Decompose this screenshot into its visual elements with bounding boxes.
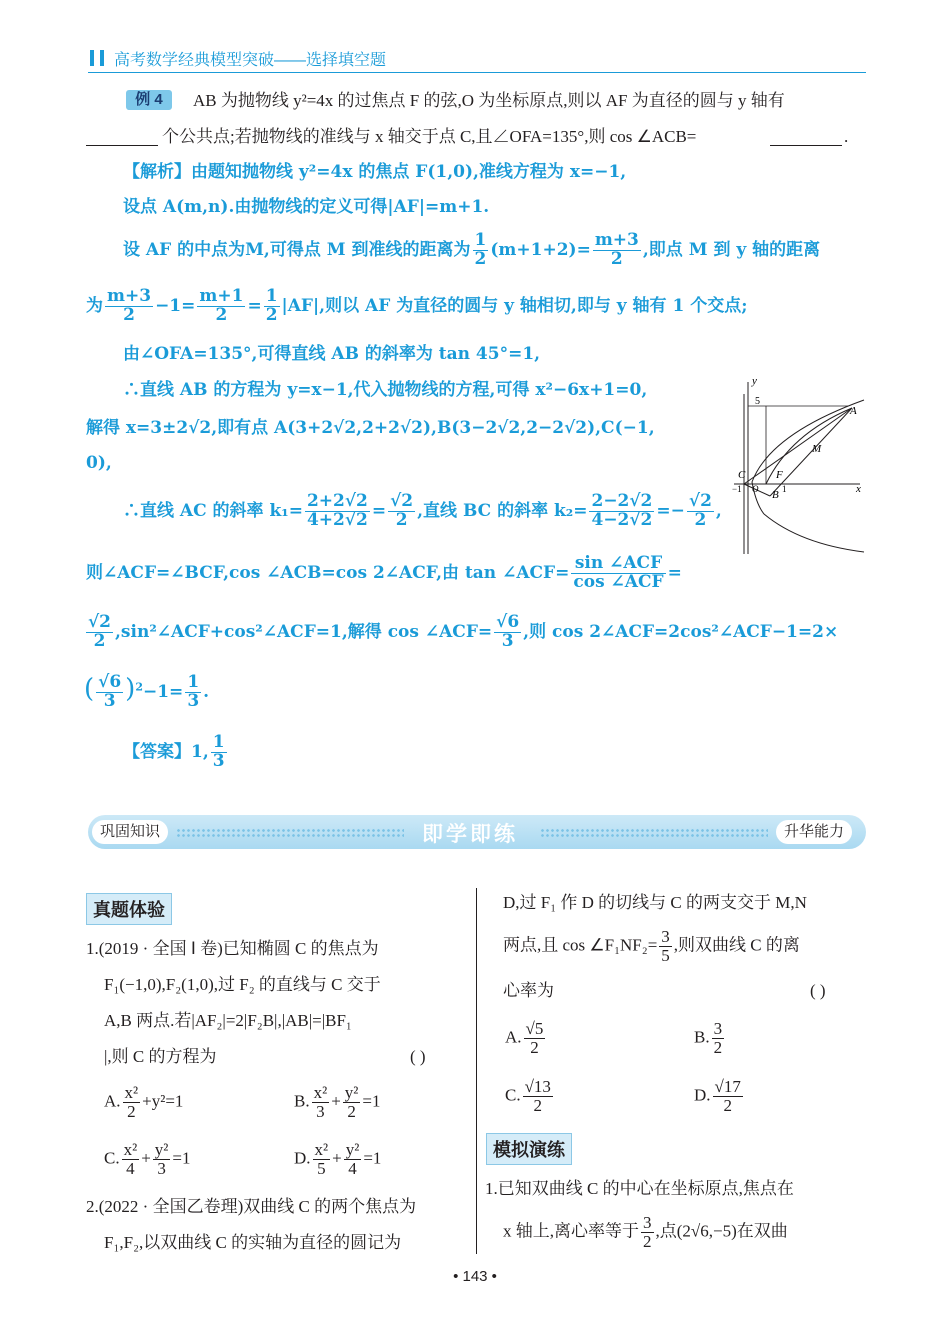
sol-line-4 [86, 288, 747, 325]
frac-den: 5 [661, 945, 670, 965]
frac-num: √2 [88, 612, 112, 632]
frac-num: 1 [265, 286, 278, 306]
frac-num: √13 [524, 1077, 551, 1096]
q2-right-2 [503, 928, 800, 965]
q2-option-d[interactable] [694, 1078, 745, 1115]
sol-line-10 [86, 555, 682, 592]
option-letter: A. [505, 1027, 522, 1047]
frac-den: 3 [316, 1101, 325, 1121]
frac-num: 1 [187, 672, 200, 693]
option-letter: C. [104, 1148, 120, 1168]
frac-third [185, 674, 201, 711]
frac-den: 2 [215, 304, 228, 325]
option-letter: D. [694, 1085, 711, 1105]
frac-m3b [105, 288, 153, 325]
option-letter: B. [694, 1027, 710, 1047]
q1-line-1: 1.(2019 · 全国 Ⅰ 卷)已知椭圆 C 的焦点为 [86, 939, 379, 958]
frac-r2 [86, 614, 113, 651]
frac-num: √6 [496, 612, 520, 632]
sol-line-5: 由∠OFA=135°,可得直线 AB 的斜率为 tan 45°=1, [123, 344, 541, 364]
frac-den: 2 [610, 248, 623, 269]
example-line-2: 个公共点;若抛物线的准线与 x 轴交于点 C,且∠OFA=135°,则 cos ∠ACB= [162, 127, 697, 146]
sol-l4c: = [247, 295, 262, 316]
option-letter: A. [104, 1091, 121, 1111]
option-text: =1 [172, 1148, 191, 1168]
frac-num: m+3 [107, 286, 152, 306]
frac-num: √5 [525, 1019, 544, 1038]
frac-num: 2−2√2 [591, 491, 653, 511]
sol-l12a: −1= [142, 682, 184, 702]
ribbon-dots-right [540, 828, 768, 838]
option-text: =1 [363, 1148, 382, 1168]
option-letter: D. [294, 1148, 311, 1168]
frac-den: 4 [348, 1158, 357, 1178]
frac [523, 1078, 553, 1115]
frac-k1a [305, 493, 370, 530]
ribbon-right: 升华能力 [776, 820, 852, 844]
sol-line-3 [123, 232, 820, 269]
frac-num: m+3 [594, 230, 639, 250]
frac-num: 3 [643, 1213, 652, 1232]
frac-den: 2 [713, 1037, 723, 1057]
sol-l10a: 则∠ACF=∠BCF,cos ∠ACB=cos 2∠ACF,由 tan ∠ACF= [86, 562, 570, 583]
q1-line-2: F₁(−1,0),F₂(1,0),过 F₂ 的直线与 C 交于 [104, 975, 381, 994]
frac-den: cos ∠ACF [573, 571, 664, 592]
frac-num: 3 [661, 927, 670, 946]
frac [122, 1141, 140, 1178]
frac-den: 2 [395, 509, 408, 530]
q2-right-3: 心率为 [503, 981, 554, 1000]
sol-l11a: ,sin²∠ACF+cos²∠ACF=1,解得 cos ∠ACF= [115, 621, 493, 642]
frac-den: 3 [501, 630, 514, 651]
frac-half2 [264, 288, 280, 325]
frac-den: 2 [723, 1095, 732, 1115]
sol-l10b: = [667, 562, 682, 583]
frac-num: y² [154, 1140, 169, 1159]
option-letter: C. [505, 1085, 521, 1105]
ribbon-left: 巩固知识 [92, 820, 168, 844]
sol-l3b: (m+1+2)= [490, 239, 591, 260]
frac-den: 3 [103, 691, 116, 711]
frac-den: 3 [212, 750, 225, 771]
frac-num: 3 [713, 1019, 723, 1038]
blank-2 [770, 145, 842, 146]
frac-num: x² [123, 1140, 138, 1159]
frac-den: 2 [530, 1037, 539, 1057]
label-y: y [752, 375, 757, 387]
q2-option-a[interactable] [505, 1020, 547, 1057]
q2-line-2: F₁,F₂,以双曲线 C 的实轴为直径的圆记为 [104, 1233, 402, 1252]
sol-line-12: ( $\frac{√6}{3}$ )$^2$−1= $\frac{1}{3}$ . [84, 672, 210, 711]
m1-text: ,点(2√6,−5)在双曲 [655, 1221, 788, 1241]
q1-line-3: A,B 两点.若|AF₂|=2|F₂B|,|AB|=|BF₁ [104, 1011, 352, 1030]
frac-num: x² [314, 1140, 329, 1159]
section-real: 真题体验 [86, 893, 172, 925]
frac [344, 1141, 362, 1178]
frac-num: 1 [474, 230, 487, 250]
header-title: 高考数学经典模型突破——选择填空题 [114, 52, 387, 69]
frac-m1 [197, 288, 245, 325]
header-mark-2 [100, 50, 104, 66]
frac [123, 1084, 141, 1121]
label-x: x [856, 483, 861, 495]
frac-den: 2 [265, 304, 278, 325]
frac-num: y² [345, 1140, 360, 1159]
q2-paren: ( ) [810, 981, 826, 1000]
exponent: 2 [135, 680, 143, 694]
parabola-curve [752, 400, 864, 552]
m1-line-2 [503, 1214, 788, 1251]
q1-option-a[interactable] [104, 1084, 183, 1121]
example-tag: 例 4 [126, 90, 172, 110]
q2-text: 两点,且 cos ∠F₁NF₂= [503, 935, 658, 955]
frac-num: √6 [98, 672, 122, 693]
q2-option-b[interactable] [694, 1020, 726, 1057]
frac-den: 5 [317, 1158, 326, 1178]
frac [153, 1141, 171, 1178]
frac-num: √2 [390, 491, 414, 511]
option-letter: B. [294, 1091, 310, 1111]
sol-l3a: 设 AF 的中点为M,可得点 M 到准线的距离为 [123, 239, 471, 260]
q1-option-d[interactable] [294, 1141, 381, 1178]
line-CA [744, 408, 852, 484]
plus: + [141, 1148, 151, 1168]
label-B: B [772, 489, 779, 501]
q1-option-b[interactable] [294, 1084, 381, 1121]
plus: + [332, 1148, 342, 1168]
sol-line-1: 【解析】由题知抛物线 y²=4x 的焦点 F(1,0),准线方程为 x=−1, [123, 162, 627, 182]
frac-tan [571, 555, 665, 592]
page-number: • 143 • [453, 1268, 497, 1285]
frac-m3 [593, 232, 641, 269]
q1-paren: ( ) [410, 1047, 426, 1066]
frac-r6 [494, 614, 521, 651]
frac-den: 2 [533, 1095, 543, 1115]
sol-line-2: 设点 A(m,n).由抛物线的定义可得|AF|=m+1. [123, 197, 490, 217]
frac-k2b [687, 493, 714, 530]
frac [524, 1020, 546, 1057]
q2-option-c[interactable] [505, 1078, 555, 1115]
sol-line-9 [123, 493, 722, 530]
sol-line-6: ∴直线 AB 的方程为 y=x−1,代入抛物线的方程,可得 x²−6x+1=0, [123, 380, 648, 400]
sol-l3c: ,即点 M 到 y 轴的距离 [642, 239, 821, 260]
m1-text: x 轴上,离心率等于 [503, 1221, 639, 1241]
frac-den: 4 [126, 1158, 135, 1178]
frac [312, 1084, 330, 1121]
sol-l4d: |AF|,则以 AF 为直径的圆与 y 轴相切,即与 y 轴有 1 个交点; [281, 295, 748, 316]
frac-den: 2 [127, 1101, 136, 1121]
frac-den: 2 [347, 1101, 356, 1121]
sol-line-7: 解得 x=3±2√2,即有点 A(3+2√2,2+2√2),B(3−2√2,2−2√2),C(−1, [86, 418, 655, 438]
frac-num: m+1 [199, 286, 244, 306]
sol-line-11 [84, 614, 838, 651]
example-line-1: AB 为抛物线 y²=4x 的过焦点 F 的弦,O 为坐标原点,则以 AF 为直径的圆与 y 轴有 [193, 91, 785, 110]
frac-num: x² [124, 1083, 139, 1102]
label-O: O [752, 484, 759, 494]
blank-1 [86, 145, 158, 146]
frac-k2a [589, 493, 654, 530]
frac-den: 4−2√2 [591, 509, 653, 530]
sol-l9d: =− [656, 500, 685, 521]
frac-half [473, 232, 489, 269]
frac-num: sin ∠ACF [571, 555, 665, 574]
q2-line-1: 2.(2022 · 全国乙卷理)双曲线 C 的两个焦点为 [86, 1197, 417, 1216]
section-mock: 模拟演练 [486, 1133, 572, 1165]
frac [313, 1141, 331, 1178]
ribbon-dots-left [176, 828, 404, 838]
m1-line-1: 1.已知双曲线 C 的中心在坐标原点,焦点在 [485, 1179, 794, 1198]
frac-k1b [388, 493, 415, 530]
frac-den: 2 [474, 248, 487, 269]
frac-num: x² [313, 1083, 328, 1102]
label-A: A [850, 405, 857, 417]
sol-l9b: = [371, 500, 387, 521]
sol-l4b: −1= [155, 295, 196, 316]
sol-l9a: ∴直线 AC 的斜率 k₁= [123, 500, 303, 521]
header-bar [88, 46, 866, 73]
sol-line-8: 0), [86, 453, 112, 473]
parabola-figure [730, 374, 870, 556]
answer-label: 【答案】1, [123, 741, 209, 762]
frac [641, 1214, 654, 1251]
sol-l12b: . [203, 682, 210, 702]
column-divider [476, 888, 477, 1254]
frac-ans [211, 734, 227, 771]
frac [712, 1020, 725, 1057]
q1-line-4: |,则 C 的方程为 [104, 1047, 217, 1066]
frac-num: √17 [714, 1077, 741, 1096]
ribbon-center: 即学即练 [422, 822, 518, 846]
frac-den: 3 [187, 691, 200, 711]
sol-l9c: ,直线 BC 的斜率 k₂= [417, 500, 588, 521]
sol-l4a: 为 [86, 295, 103, 316]
frac-den: 2 [694, 509, 707, 530]
frac-den: 3 [157, 1158, 166, 1178]
tick-5: 5 [755, 396, 760, 407]
frac [659, 928, 672, 965]
frac-den: 4+2√2 [306, 509, 368, 530]
header-mark-1 [90, 50, 94, 66]
frac-den: 2 [123, 304, 135, 325]
q2-right-1: D,过 F₁ 作 D 的切线与 C 的两支交于 M,N [503, 893, 807, 912]
tick-1: 1 [782, 484, 787, 494]
q1-option-c[interactable] [104, 1141, 191, 1178]
q2-text: ,则双曲线 C 的离 [673, 935, 800, 955]
line-AB [770, 408, 852, 496]
tick-neg1: −1 [732, 484, 742, 494]
answer-line [123, 734, 229, 771]
sol-l9e: , [715, 500, 722, 521]
frac [343, 1084, 361, 1121]
sol-l11b: ,则 cos 2∠ACF=2cos²∠ACF−1=2× [523, 621, 839, 642]
frac-num: 2+2√2 [306, 491, 368, 511]
frac-den: 2 [93, 630, 106, 651]
label-F: F [776, 469, 783, 481]
plus: + [331, 1091, 341, 1111]
option-text: =1 [362, 1091, 381, 1111]
frac-num: y² [344, 1083, 359, 1102]
example-end: . [844, 127, 849, 146]
frac-p6 [96, 674, 123, 711]
frac-num: 1 [212, 732, 225, 752]
frac-num: √2 [688, 491, 712, 511]
label-M: M [812, 443, 822, 455]
label-C: C [738, 469, 746, 481]
option-text: +y²=1 [142, 1091, 184, 1111]
frac [713, 1078, 743, 1115]
frac-den: 2 [643, 1231, 652, 1251]
